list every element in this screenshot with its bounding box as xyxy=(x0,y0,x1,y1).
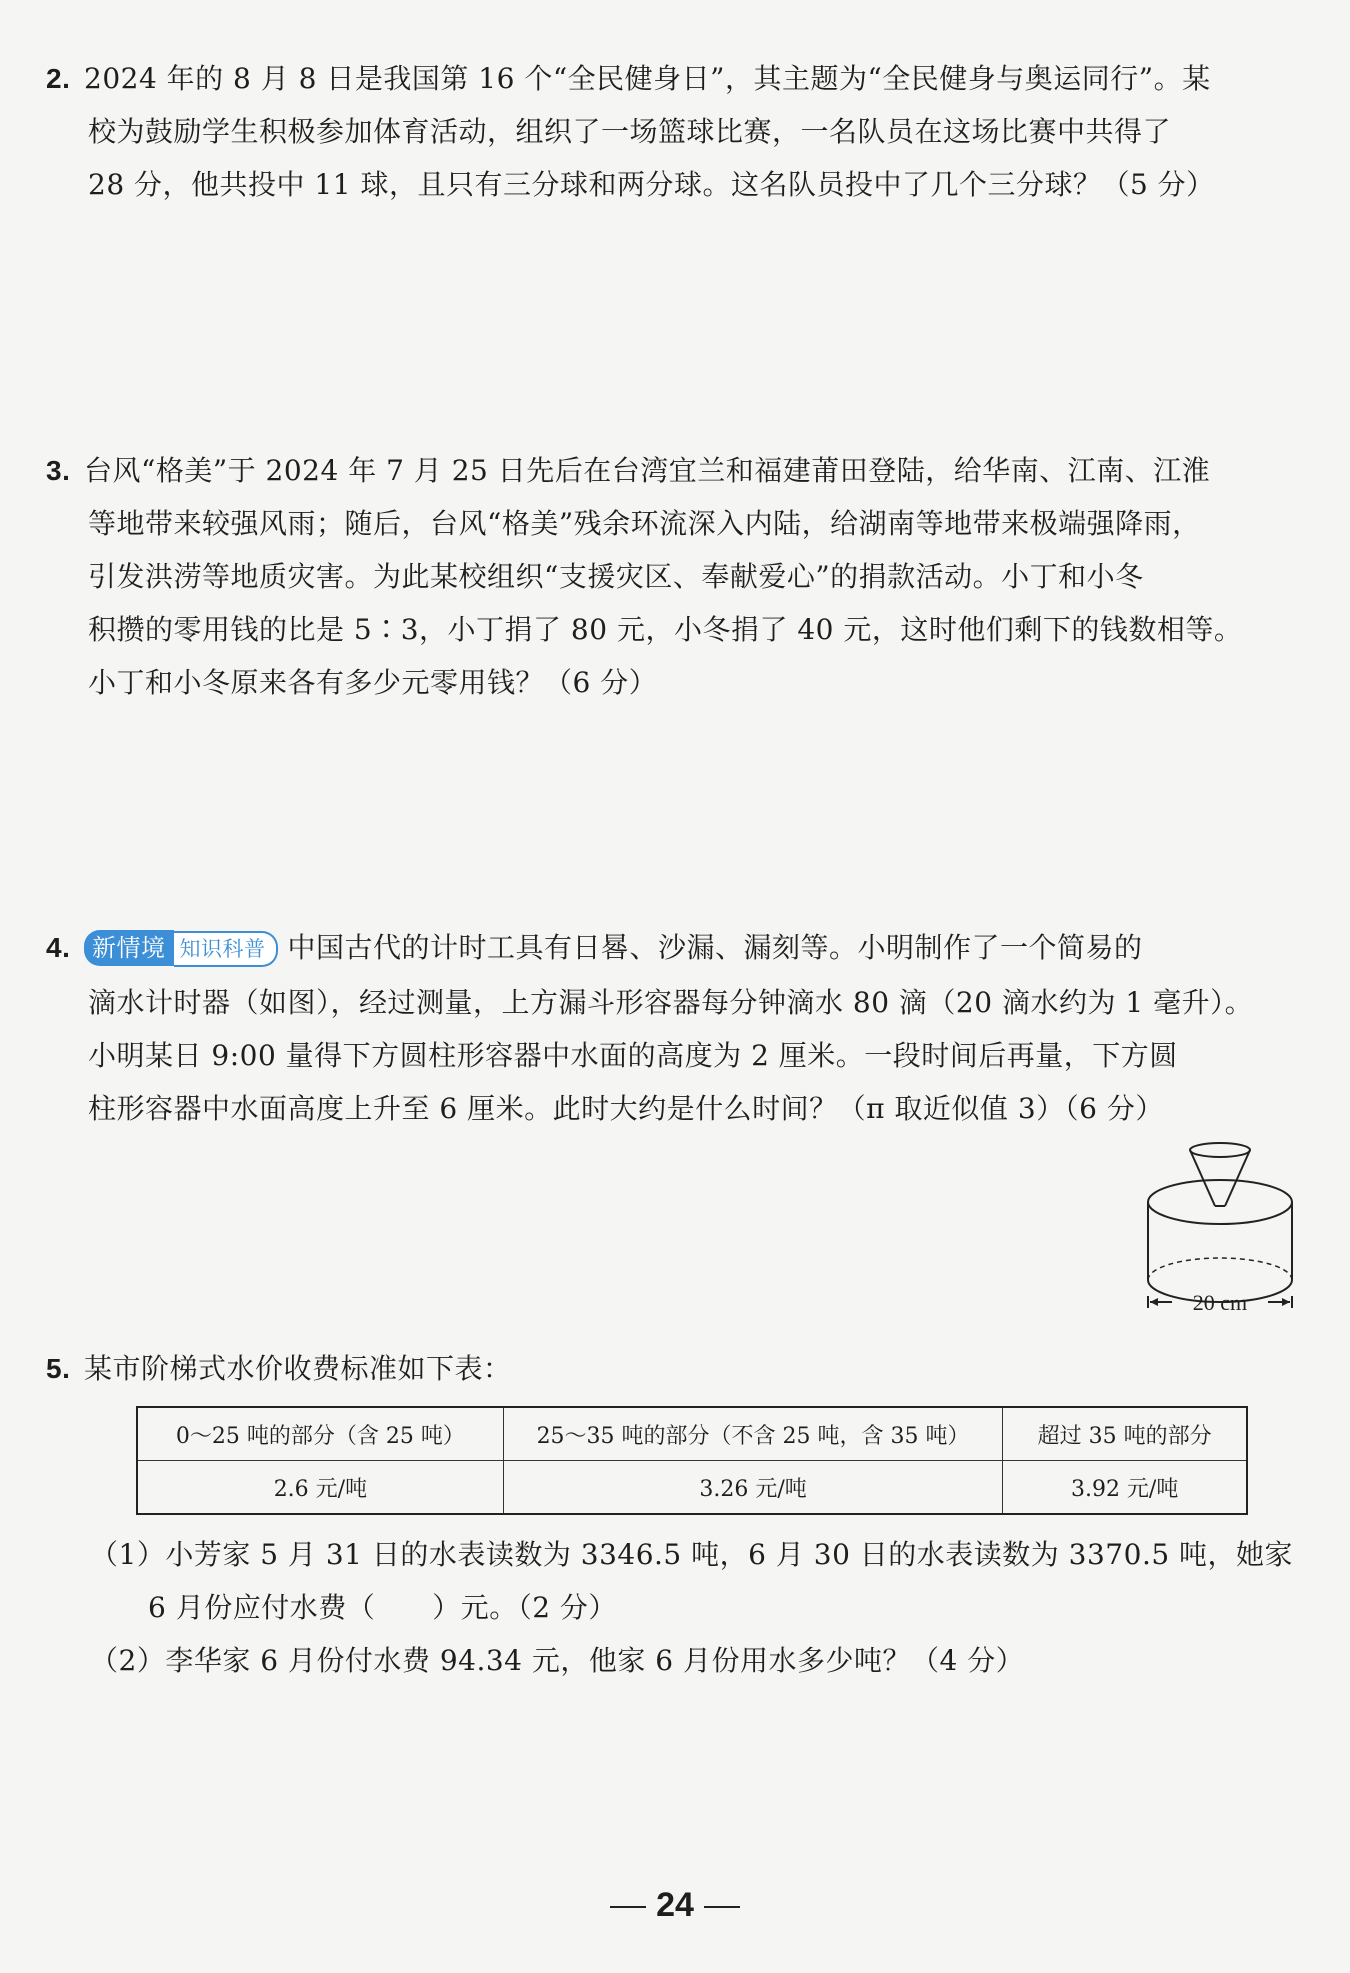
question-3 xyxy=(46,444,1296,709)
table-cell: 2.6 元/吨 xyxy=(137,1461,503,1515)
question-text-line: 28 分，他共投中 11 球，且只有三分球和两分球。这名队员投中了几个三分球？（5 分） xyxy=(88,168,1215,201)
question-number: 2. xyxy=(46,63,71,94)
table-header-cell: 超过 35 吨的部分 xyxy=(1003,1407,1247,1461)
question-text-line: 滴水计时器（如图），经过测量，上方漏斗形容器每分钟滴水 80 滴（20 滴水约为 1 毫升）。 xyxy=(88,986,1254,1019)
question-text-line: 等地带来较强风雨；随后，台风“格美”残余环流深入内陆，给湖南等地带来极端强降雨， xyxy=(88,507,1201,540)
question-text-line: 2024 年的 8 月 8 日是我国第 16 个“全民健身日”，其主题为“全民健身与奥运同行”。某 xyxy=(84,62,1211,95)
water-clock-figure xyxy=(1140,1140,1300,1340)
table-header-cell: 0～25 吨的部分（含 25 吨） xyxy=(137,1407,503,1461)
diameter-label: 20 cm xyxy=(1192,1290,1248,1315)
question-2 xyxy=(46,52,1296,211)
question-5-subparts xyxy=(90,1528,1340,1687)
tag-new-context: 新情境 xyxy=(84,930,174,966)
question-text-line: 中国古代的计时工具有日晷、沙漏、漏刻等。小明制作了一个简易的 xyxy=(287,931,1143,964)
table-row xyxy=(137,1407,1247,1461)
question-text-line: 台风“格美”于 2024 年 7 月 25 日先后在台湾宜兰和福建莆田登陆，给华南、江南、江淮 xyxy=(84,454,1211,487)
funnel-cylinder-diagram xyxy=(1140,1140,1300,1310)
question-text-line: 柱形容器中水面高度上升至 6 厘米。此时大约是什么时间？（π 取近似值 3）（6 分） xyxy=(88,1092,1164,1125)
question-number: 5. xyxy=(46,1353,71,1384)
question-4 xyxy=(46,921,1296,1135)
subquestion-1-line: （1）小芳家 5 月 31 日的水表读数为 3346.5 吨，6 月 30 日的水表读数为 3370.5 吨，她家 xyxy=(90,1538,1294,1571)
question-text-line: 积攒的零用钱的比是 5∶3，小丁捐了 80 元，小冬捐了 40 元，这时他们剩下的钱数相等。 xyxy=(88,613,1243,646)
subquestion-1-line: 6 月份应付水费（ ）元。（2 分） xyxy=(148,1591,617,1624)
question-text-line: 引发洪涝等地质灾害。为此某校组织“支援灾区、奉献爱心”的捐款活动。小丁和小冬 xyxy=(88,560,1144,593)
water-price-table xyxy=(136,1406,1248,1515)
question-number: 4. xyxy=(46,932,71,963)
question-text-line: 某市阶梯式水价收费标准如下表： xyxy=(84,1352,512,1385)
table-cell: 3.26 元/吨 xyxy=(503,1461,1003,1515)
question-text-line: 校为鼓励学生积极参加体育活动，组织了一场篮球比赛，一名队员在这场比赛中共得了 xyxy=(88,115,1172,148)
question-number: 3. xyxy=(46,455,71,486)
question-5 xyxy=(46,1342,1296,1395)
table-header-cell: 25～35 吨的部分（不含 25 吨，含 35 吨） xyxy=(503,1407,1003,1461)
page-number: 24 xyxy=(656,1886,694,1924)
question-text-line: 小明某日 9:00 量得下方圆柱形容器中水面的高度为 2 厘米。一段时间后再量，下方圆 xyxy=(88,1039,1178,1072)
context-tag xyxy=(84,920,278,973)
footer-dash xyxy=(610,1906,646,1908)
footer-dash xyxy=(704,1906,740,1908)
table-cell: 3.92 元/吨 xyxy=(1003,1461,1247,1515)
page-footer xyxy=(0,1886,1350,1925)
tag-knowledge: 知识科普 xyxy=(174,931,278,967)
subquestion-2-line: （2）李华家 6 月份付水费 94.34 元，他家 6 月份用水多少吨？（4 分） xyxy=(90,1644,1025,1677)
table-row xyxy=(137,1461,1247,1515)
question-text-line: 小丁和小冬原来各有多少元零用钱？（6 分） xyxy=(88,666,658,699)
